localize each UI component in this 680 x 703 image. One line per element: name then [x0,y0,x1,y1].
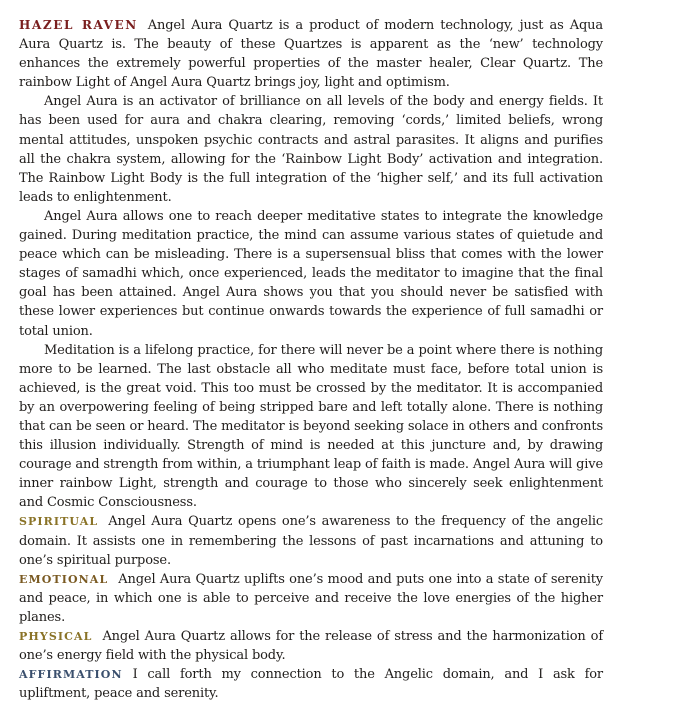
affirmation-text: I call forth my connection to the Angelic domain, and I ask for upliftment, peace and serenity. [19,667,603,702]
affirmation-section [19,665,603,703]
spiritual-text: Angel Aura Quartz opens one’s awareness to the frequency of the angelic domain. It assists one in remembering the lessons of past incarnations and attuning to one’s spiritual purpose. [19,514,603,568]
author-paragraph [19,16,603,92]
physical-section [19,627,603,665]
physical-text: Angel Aura Quartz allows for the release of stress and the harmonization of one’s energy field with the physical body. [19,629,603,664]
emotional-heading: EMOTIONAL [19,572,109,586]
emotional-text: Angel Aura Quartz uplifts one’s mood and puts one into a state of serenity and peace, in which one is able to perceive and receive the love energies of the higher planes. [19,571,603,625]
article-page [19,16,603,703]
author-paragraph-text: Angel Aura Quartz is a product of modern technology, just as Aqua Aura Quartz is. The beauty of these Quartzes is apparent as the ‘new’ technology enhances the extremely powerful properties of the master healer, Clear Quartz. The rainbow Light of Angel Aura Quartz brings joy, light and optimism. [19,18,603,91]
body-paragraph: Meditation is a lifelong practice, for there will never be a point where there is nothing more to be learned. The last obstacle all who meditate must face, before total union is achieved, is the great void. This too must be crossed by the meditator. It is accompanied by an overpowering feeling of being stripped bare and left totally alone. There is nothing that can be seen or heard. The meditator is beyond seeking solace in others and confronts this illusion individually. Strength of mind is needed at this juncture and, by drawing courage and strength from within, a triumphant leap of faith is made. Angel Aura will give inner rainbow Light, strength and courage to those who sincerely seek enlightenment and Cosmic Consciousness. [19,342,604,511]
spiritual-section [19,512,603,569]
emotional-section [19,570,603,627]
author-heading: HAZEL RAVEN [19,18,138,32]
affirmation-heading: AFFIRMATION [19,668,123,682]
body-paragraph: Angel Aura allows one to reach deeper meditative states to integrate the knowledge gained. During meditation practice, the mind can assume various states of quietude and peace which can be misleading. There is a supersensual bliss that comes with the lower stages of samadhi which, once experienced, leads the meditator to imagine that the final goal has been attained. Angel Aura shows you that you should never be satisfied with these lower experiences but continue onwards towards the experience of full samadhi or total union. [19,208,603,339]
body-paragraph: Angel Aura is an activator of brilliance on all levels of the body and energy fields. It has been used for aura and chakra clearing, removing ‘cords,’ limited beliefs, wrong mental attitudes, unspoken psychic contracts and astral parasites. It aligns and purifies all the chakra system, allowing for the ‘Rainbow Light Body’ activation and integration. The Rainbow Light Body is the full integration of the ‘higher self,’ and its full activation leads to enlightenment. [19,94,603,205]
spiritual-heading: SPIRITUAL [19,515,99,529]
physical-heading: PHYSICAL [19,630,93,643]
